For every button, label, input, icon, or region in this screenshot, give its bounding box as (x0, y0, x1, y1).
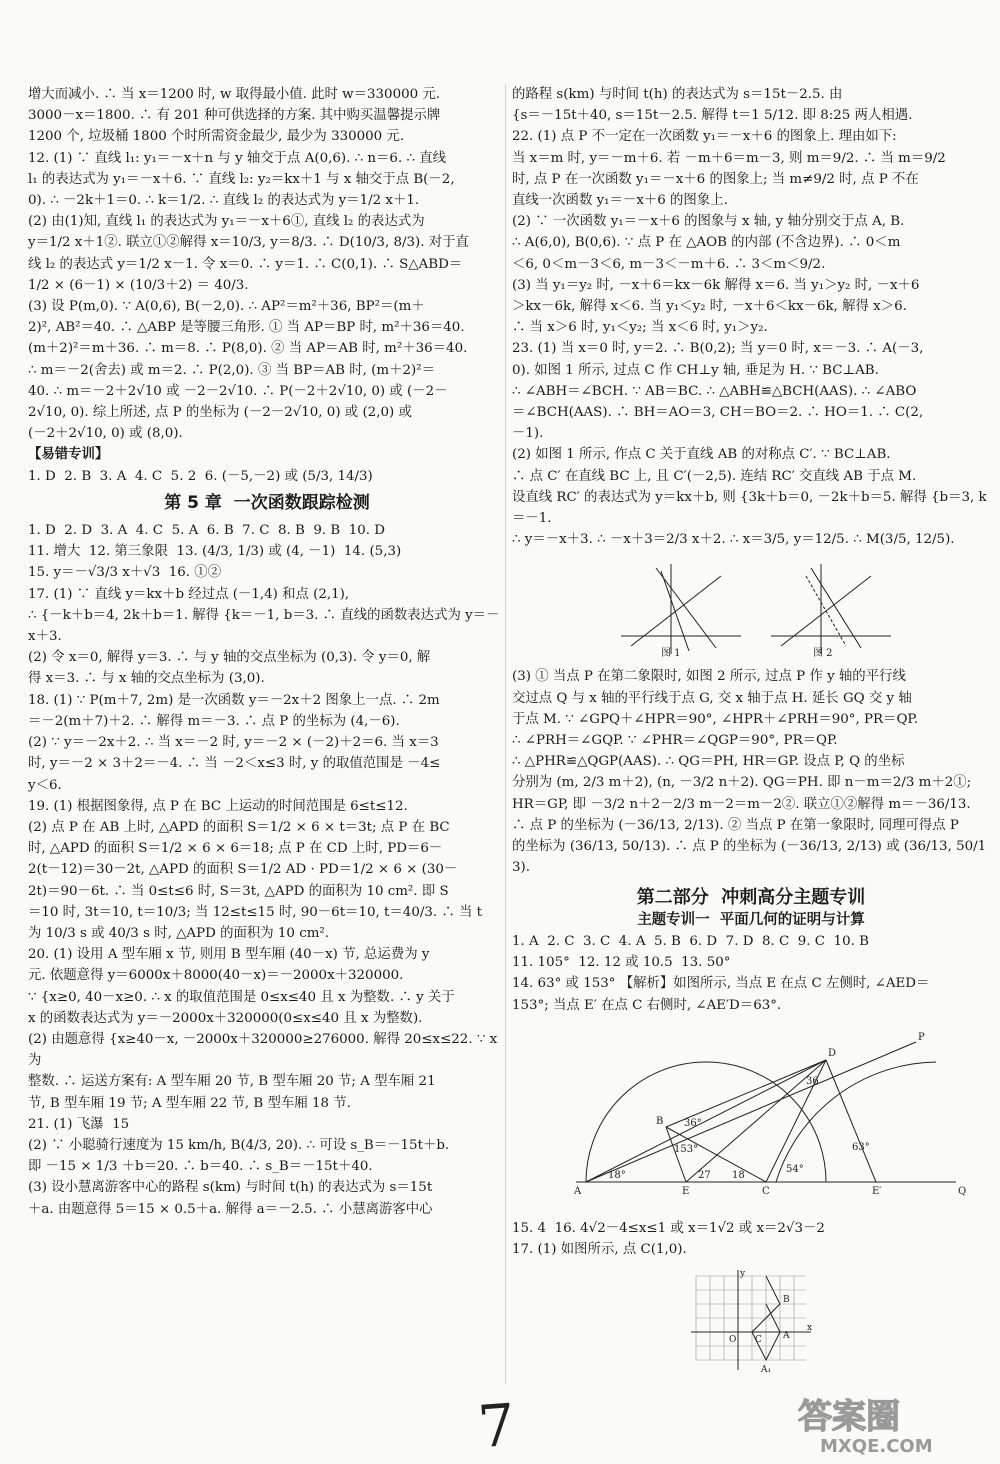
text-line: (2) 令 x＝0, 解得 y＝3. ∴ 与 y 轴的交点坐标为 (0,3). 令 y＝0, 解 (28, 650, 431, 666)
fig1-caption: 图 1 (661, 648, 681, 660)
text-line: 节, B 型车厢 19 节; A 型车厢 22 节, B 型车厢 18 节. (28, 1095, 351, 1111)
text-line: (3) 设小慧离游客中心的路程 s(km) 与时间 t(h) 的表达式为 s＝15t (28, 1180, 433, 1196)
text-line: y＜6. (28, 777, 62, 793)
text-line: x 的函数表达式为 y＝－2000x＋320000(0≤x≤40 且 x 为整数). (28, 1010, 423, 1026)
text-line: 的坐标为 (36/13, 50/13). ∴ 点 P 的坐标为 (－36/13, 2/13) 或 (36/13, 50/13). (512, 839, 987, 876)
angle-36: 36° (684, 1117, 702, 1129)
right-column-mid (512, 666, 990, 878)
label-Q: Q (958, 1185, 967, 1197)
text-line: －1). (512, 426, 544, 442)
text-line: 即 －15 × 1/3 ＋b＝20. ∴ b＝40. ∴ s_B＝－15t＋40. (28, 1159, 373, 1175)
figure-2 (771, 564, 891, 659)
text-line: 20. (1) 设用 A 型车厢 x 节, 则用 B 型车厢 (40－x) 节, 总运费为 y (28, 947, 430, 963)
text-line: 1. D 2. B 3. A 4. C 5. 2 6. (－5,－2) 或 (5/3, 14/3) (28, 468, 373, 484)
text-line: (2) 由题意得 {x≥40－x, －2000x＋320000≥276000. 解得 20≤x≤22. ∵ x 为 (28, 1031, 502, 1069)
text-line: 0). 如图 1 所示, 过点 C 作 CH⊥y 轴, 垂足为 H. ∵ BC⊥AB. (512, 362, 879, 378)
text-line: 整数. ∴ 运送方案有: A 型车厢 20 节, B 型车厢 20 节; A 型车厢 21 (28, 1074, 436, 1090)
text-line: 11. 105° 12. 12 或 10.5 13. 50° (512, 955, 731, 971)
right-column (512, 84, 990, 1382)
text-line: ＝－2(m＋7)＋2. ∴ 解得 m＝－3. ∴ 点 P 的坐标为 (4,－6). (28, 713, 400, 729)
text-line: 17. (1) 如图所示, 点 C(1,0). (512, 1241, 687, 1257)
text-line: 元. 依题意得 y＝6000x＋8000(40－x)＝－2000x＋320000. (28, 968, 404, 984)
text-line: ∵ {x≥0, 40－x≥0. ∴ x 的取值范围是 0≤x≤40 且 x 为整数. ∴ y 关于 (28, 989, 455, 1005)
text-line: 1. A 2. C 3. C 4. A 5. B 6. D 7. D 8. C 9. C 10. B (512, 933, 869, 949)
text-line: 0). ∴ －2k＋1＝0. ∴ k＝1/2. ∴ 直线 l₂ 的表达式为 y＝1/2 x＋1. (28, 193, 420, 209)
text-line: (3) 设 P(m,0). ∵ A(0,6), B(－2,0). ∴ AP²＝m²＋36, BP²＝(m＋ (28, 299, 425, 315)
text-line: 2√10, 0). 综上所述, 点 P 的坐标为 (－2－2√10, 0) 或 (2,0) 或 (28, 405, 412, 421)
grid-label-x: x (807, 1323, 813, 1334)
text-line: 交过点 Q 与 x 轴的平行线于点 G, 交 x 轴于点 H. 延长 GQ 交 y 轴 (512, 690, 912, 706)
watermark-url: MXQE.COM (820, 1436, 933, 1457)
handwritten-page-number: 7 (475, 1390, 518, 1462)
angle-63: 63° (852, 1141, 870, 1153)
text-line: 第 5 章 一次函数跟踪检测 (164, 492, 370, 513)
text-line: 18. (1) ∵ P(m＋7, 2m) 是一次函数 y＝－2x＋2 图象上一点. ∴ 2m (28, 692, 440, 708)
text-line: 3000－x＝1800. ∴ 有 201 种可供选择的方案. 其中购买温馨提示牌 (28, 108, 441, 124)
text-line: (2) 如图 1 所示, 作点 C 关于直线 AB 的对称点 C′. ∵ BC⊥AB. (512, 447, 891, 463)
text-line: 为 10/3 s 或 40/3 s 时, △APD 的面积为 10 cm². (28, 925, 330, 941)
grid-label-A: A (783, 1331, 790, 1342)
text-line: ∴ ∠PRH＝∠GQP. ∵ ∠PHR＝∠QGP＝90°, PR＝QP. (512, 733, 838, 749)
text-line: {s＝－15t＋40, s＝15t－2.5. 解得 t＝1 5/12. 即 8:25 两人相遇. (512, 108, 913, 124)
text-line: ∴ {－k＋b＝4, 2k＋b＝1. 解得 {k＝－1, b＝3. ∴ 直线的函数表达式为 y＝－x＋3. (28, 607, 500, 645)
watermark-text: 答案圈 (798, 1397, 900, 1437)
text-line: 40. ∴ m＝－2＋2√10 或 －2－2√10. ∴ P(－2＋2√10, 0) 或 (－2－ (28, 383, 448, 399)
text-line: 15. y＝－√3/3 x＋√3 16. ①② (28, 565, 222, 581)
text-line: ∴ △PHR≌△QGP(AAS). ∴ QG＝PH, HR＝GP. 设点 P, Q 的坐标 (512, 754, 905, 770)
text-line: (－2＋2√10, 0) 或 (8,0). (28, 426, 183, 442)
text-line: 22. (1) 点 P 不一定在一次函数 y₁＝－x＋6 的图象上. 理由如下: (512, 129, 897, 145)
text-line: 于点 M. ∵ ∠GPQ＋∠HPR＝90°, ∠HPR＋∠PRH＝90°, PR＝QP. (512, 711, 918, 727)
text-line: 线 l₂ 的表达式 y＝1/2 x－1. 令 x＝0. ∴ y＝1. ∴ C(0,1). ∴ S△ABD＝ (28, 256, 463, 272)
text-line: ＞kx－6k, 解得 x＜6. 当 y₁＜y₂ 时, －x＋6＜kx－6k, 解得 x＞6. (512, 299, 907, 315)
text-line: 12. (1) ∵ 直线 l₁: y₁＝－x＋n 与 y 轴交于点 A(0,6). ∴ n＝6. ∴ 直线 (28, 150, 447, 166)
text-line: 增大而减小. ∴ 当 x＝1200 时, w 取得最小值. 此时 w＝330000 元. (28, 87, 441, 102)
text-line: ＋a. 由题意得 5＝15 × 0.5＋a. 解得 a＝－2.5. ∴ 小慧离游客中心 (28, 1201, 433, 1217)
text-line: ＜6, 0＜m－3＜6, m－3＜－m＋6. ∴ 3＜m＜9/2. (512, 256, 826, 272)
text-line: 【易错专训】 (28, 447, 109, 463)
text-line: ∴ 点 P 的坐标为 (－36/13, 2/13). ② 当点 P 在第一象限时, 同理可得点 P (512, 817, 959, 833)
watermark-logo (790, 1388, 980, 1458)
text-line: (2) 点 P 在 AB 上时, △APD 的面积 S＝1/2 × 6 × t＝3t; 点 P 在 BC (28, 819, 450, 835)
text-line: y＝1/2 x＋1②. 联立①②解得 x＝10/3, y＝8/3. ∴ D(10/3, 8/3). 对于直 (28, 235, 469, 251)
figures-1-2 (601, 556, 901, 660)
angle-153: 153° (674, 1143, 699, 1155)
text-line: l₁ 的表达式为 y₁＝－x＋6. ∵ 直线 l₂: y₂＝kx＋1 与 x 轴交于点 B(－2, (28, 171, 455, 187)
geometry-figure (516, 1022, 986, 1212)
label-A: A (574, 1185, 582, 1197)
section-part2-title: 第二部分 冲刺高分主题专训 (636, 886, 866, 908)
text-line: 时, 点 P 在一次函数 y₁＝－x＋6 的图象上; 当 m≠9/2 时, 点 P 不在 (512, 171, 919, 187)
text-line: 11. 增大 12. 第三象限 13. (4/3, 1/3) 或 (4, －1) 14. (5,3) (28, 544, 402, 560)
angle-27: 27 (698, 1169, 711, 1181)
text-line: HR＝GP, 即 －3/2 n＋2－2/3 m－2＝m－2②. 联立①②解得 m＝－36/13. (512, 796, 971, 812)
text-line: 当 x＝m 时, y＝－m＋6. 若 －m＋6＝m－3, 则 m＝9/2. ∴ 当 m＝9/2 (512, 150, 946, 166)
grid-label-C: C (755, 1335, 762, 1346)
text-line: (2) 由(1)知, 直线 l₁ 的表达式为 y₁＝－x＋6①, 直线 l₂ 的表达式为 (28, 214, 425, 230)
text-line: ＝∠BCH(AAS). ∴ BH＝AO＝3, CH＝BO＝2. ∴ HO＝1. ∴ C(2, (512, 405, 924, 421)
text-line: 15. 4 16. 4√2－4≤x≤1 或 x＝1√2 或 x＝2√3－2 (512, 1220, 825, 1236)
text-line: ∴ A(6,0), B(0,6). ∵ 点 P 在 △AOB 的内部 (不含边界). ∴ 0＜m (512, 235, 901, 251)
label-B: B (656, 1115, 664, 1127)
grid-label-A1: A₁ (761, 1365, 772, 1376)
text-line: 21. (1) 飞瀑 15 (28, 1116, 130, 1132)
angle-36b: 36 (806, 1075, 819, 1087)
text-line: 2)², AB²＝40. ∴ △ABP 是等腰三角形. ① 当 AP＝BP 时, m²＋36＝40. (28, 320, 465, 336)
text-line: 1/2 × (6－1) × (10/3＋2) ＝ 40/3. (28, 277, 249, 293)
text-line: 14. 63° 或 153° 【解析】如图所示, 当点 E 在点 C 左侧时, ∠AED＝ (512, 976, 930, 992)
text-line: 分别为 (m, 2/3 m＋2), (n, －3/2 n＋2). QG＝PH. 即 n－m＝2/3 m＋2①; (512, 775, 972, 791)
text-line: 1200 个, 垃圾桶 1800 个时所需资金最少, 最少为 330000 元. (28, 129, 405, 145)
text-line: (2) ∵ 小聪骑行速度为 15 km/h, B(4/3, 20). ∴ 可设 s_B＝－15t＋b. (28, 1137, 450, 1153)
grid-label-O: O (729, 1335, 737, 1346)
text-line: 2t)＝90－6t. ∴ 当 0≤t≤6 时, S＝3t, △APD 的面积为 10 cm². 即 S (28, 883, 449, 899)
text-line: ∴ 当 x＞6 时, y₁＜y₂; 当 x＜6 时, y₁＞y₂. (512, 320, 768, 336)
text-line: 直线一次函数 y₁＝－x＋6 的图象上. (512, 193, 728, 209)
text-line: 设直线 RC′ 的表达式为 y＝kx＋b, 则 {3k＋b＝0, －2k＋b＝5. 解得 {b＝3, k＝－1. (512, 489, 987, 527)
label-C: C (762, 1185, 770, 1197)
grid-label-y: y (740, 1269, 746, 1280)
label-D: D (828, 1047, 837, 1059)
text-line: 1. D 2. D 3. A 4. C 5. A 6. B 7. C 8. B 9. B 10. D (28, 523, 386, 539)
text-line: 17. (1) ∵ 直线 y＝kx＋b 经过点 (－1,4) 和点 (2,1), (28, 586, 350, 602)
text-line: ∴ m＝－2(舍去) 或 m＝2. ∴ P(2,0). ③ 当 BP＝AB 时, (m＋2)²＝ (28, 362, 435, 378)
text-line: 时, y＝－2 × 3＋2＝－4. ∴ 当 －2＜x≤3 时, y 的取值范围是 －4≤ (28, 756, 441, 772)
left-column (28, 84, 506, 1220)
angle-18b: 18 (732, 1169, 745, 1181)
text-line: 的路程 s(km) 与时间 t(h) 的表达式为 s＝15t－2.5. 由 (512, 87, 843, 102)
label-E: E (682, 1185, 690, 1197)
text-line: 2(t－12)＝30－2t, △APD 的面积 S＝1/2 AD · PD＝1/2 × 6 × (30－ (28, 862, 458, 878)
right-column-top (512, 84, 990, 550)
text-line: (m＋2)²＝m＋36. ∴ m＝8. ∴ P(8,0). ② 当 AP＝AB 时, m²＋36＝40. (28, 341, 468, 357)
fig2-caption: 图 2 (813, 648, 833, 660)
right-column-end (512, 1218, 990, 1260)
grid-figure (681, 1266, 821, 1376)
text-line: ＝10 时, 3t＝10, t＝10/3; 当 12≤t≤15 时, 90－6t＝10, t＝40/3. ∴ 当 t (28, 904, 483, 920)
label-E-prime: E′ (872, 1185, 882, 1197)
text-line: ∴ 点 C′ 在直线 BC 上, 且 C′(－2,5). 连结 RC′ 交直线 AB 于点 M. (512, 468, 917, 484)
text-line: 153°; 当点 E′ 在点 C 右侧时, ∠AE′D＝63°. (512, 997, 782, 1013)
right-column-bottom (512, 931, 990, 1016)
grid-label-B: B (783, 1295, 790, 1306)
text-line: 时, △APD 的面积 S＝1/2 × 6 × 6＝18; 点 P 在 CD 上时, PD＝6－ (28, 841, 443, 857)
text-line: 23. (1) 当 x＝0 时, y＝2. ∴ B(0,2); 当 y＝0 时, x＝－3. ∴ A(－3, (512, 341, 924, 357)
label-P: P (918, 1031, 925, 1043)
text-line: ∴ ∠ABH＝∠BCH. ∵ AB＝BC. ∴ △ABH≌△BCH(AAS). ∴ ∠ABO (512, 383, 917, 399)
text-line: (2) ∵ y＝－2x＋2. ∴ 当 x＝－2 时, y＝－2 × (－2)＋2＝6. 当 x＝3 (28, 735, 439, 751)
angle-54: 54° (786, 1163, 804, 1175)
section-topic1-title: 主题专训一 平面几何的证明与计算 (637, 911, 865, 928)
figure-1 (621, 564, 741, 659)
text-line: ∴ y＝－x＋3. ∴ －x＋3＝2/3 x＋2. ∴ x＝3/5, y＝12/5. ∴ M(3/5, 12/5). (512, 532, 955, 548)
text-line: 19. (1) 根据图象得, 点 P 在 BC 上运动的时间范围是 6≤t≤12. (28, 798, 408, 814)
text-line: (3) 当 y₁＝y₂ 时, －x＋6＝kx－6k 解得 x＝6. 当 y₁＞y₂ 时, －x＋6 (512, 277, 920, 293)
text-line: (3) ① 当点 P 在第二象限时, 如图 2 所示, 过点 P 作 y 轴的平行线 (512, 669, 906, 685)
text-line: 得 x＝3. ∴ 与 x 轴的交点坐标为 (3,0). (28, 671, 265, 687)
text-line: (2) ∵ 一次函数 y₁＝－x＋6 的图象与 x 轴, y 轴分别交于点 A, B. (512, 214, 905, 230)
angle-18: 18° (608, 1169, 626, 1181)
